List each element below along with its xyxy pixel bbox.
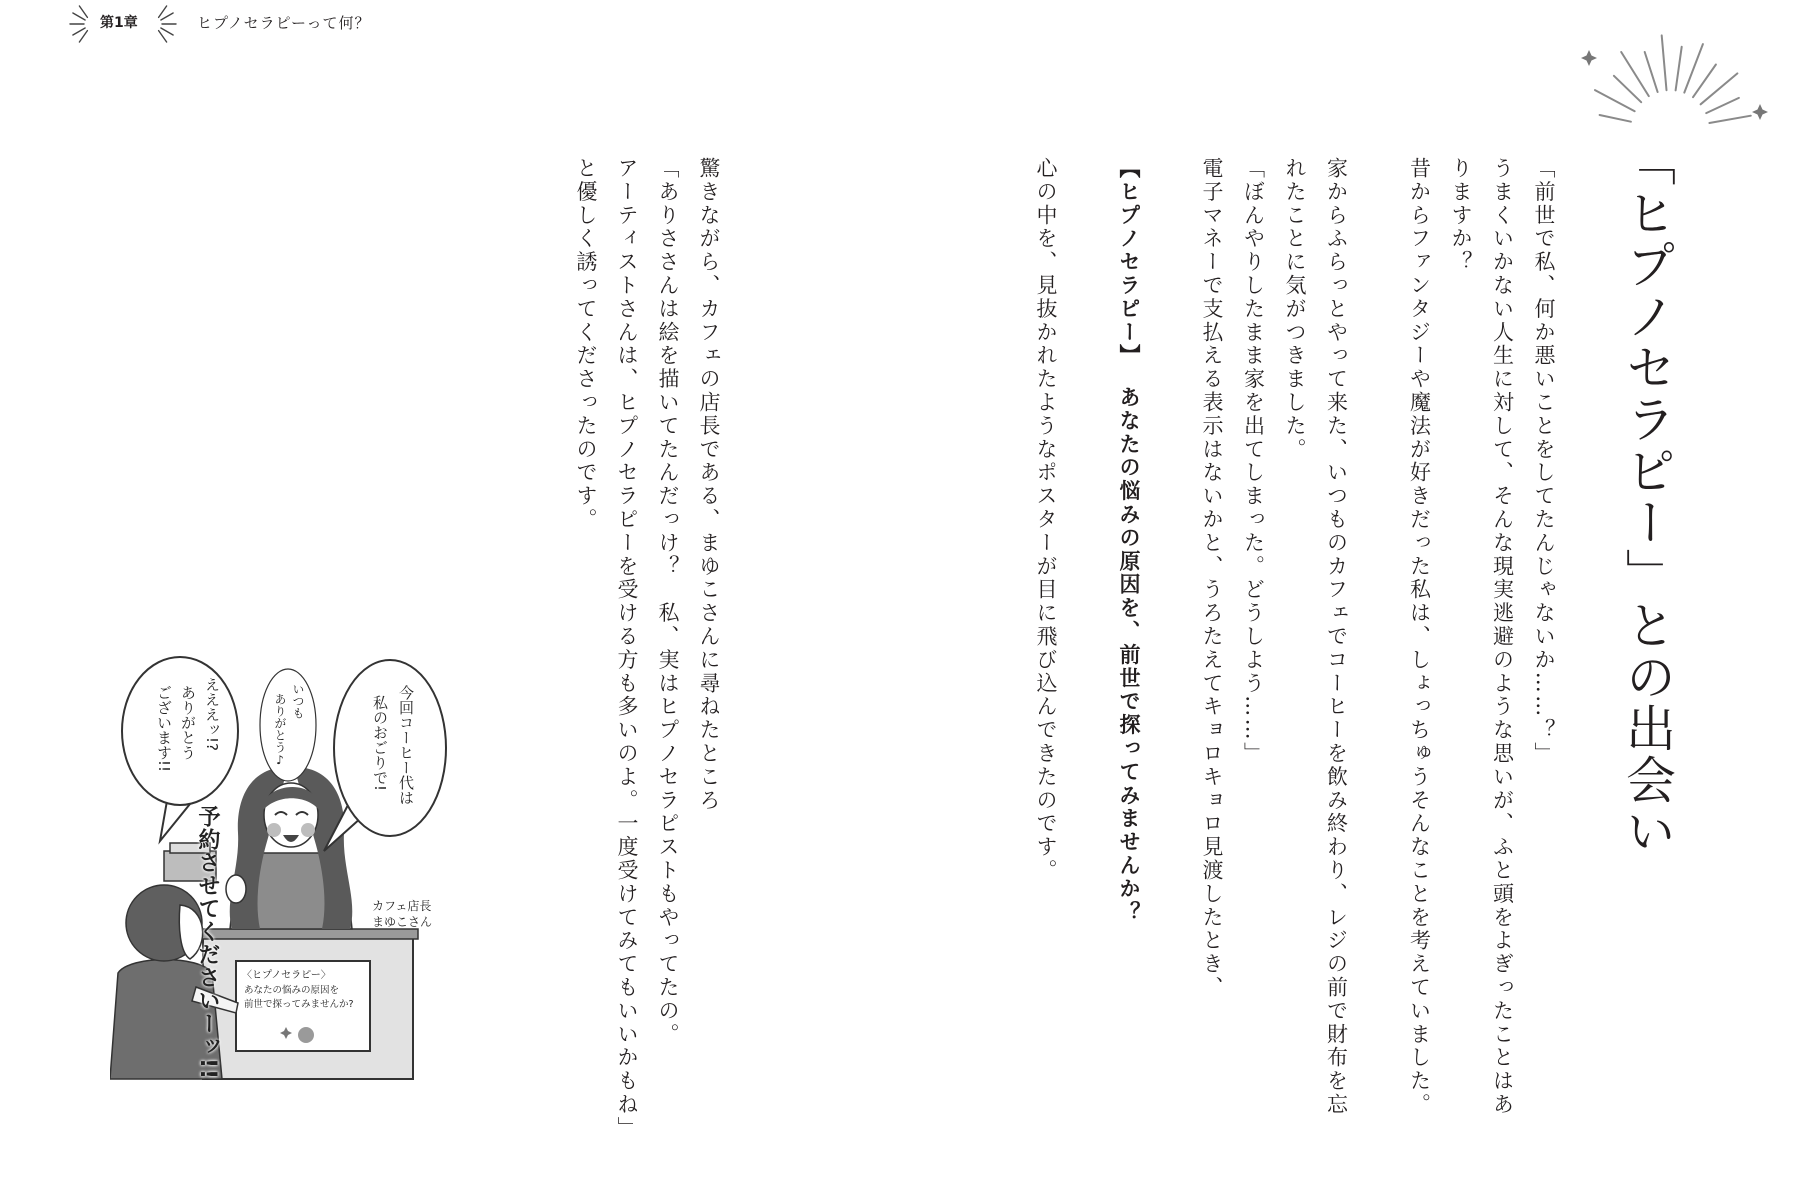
- burst-ray: [161, 13, 173, 20]
- star-icon: [1752, 104, 1768, 120]
- right-page-body: [1025, 157, 1565, 1116]
- body-line: アーティストさんは、ヒプノセラピーを受ける方も多いのよ。一度受けてみてもいいかもね」: [615, 157, 639, 1140]
- star-icon: [1581, 50, 1597, 66]
- chapter-burst-right-icon: [150, 2, 184, 46]
- burst-ray: [79, 31, 87, 42]
- customer-bubble-line: ありがとう: [179, 685, 197, 760]
- body-line: 「前世で私、何か悪いことをしてたんじゃないか……？」: [1532, 157, 1556, 766]
- body-line: 驚きながら、カフェの店長である、まゆこさんに尋ねたところ: [697, 157, 721, 813]
- small-speech-line: ありがとう♪: [273, 693, 287, 767]
- chapter-number: 第1章: [100, 15, 138, 31]
- sparkle-ray: [1621, 52, 1649, 96]
- blank-line: [1066, 157, 1108, 1116]
- manager-bubble: [334, 660, 446, 836]
- burst-ray: [159, 6, 167, 17]
- burst-ray: [161, 28, 173, 35]
- manager-hand: [226, 875, 246, 903]
- customer-shout: 予約させてくださいーッ!!: [195, 805, 220, 1081]
- blank-line: [1149, 157, 1191, 1116]
- manager-bubble-line: 今回コーヒー代は: [397, 685, 415, 805]
- left-page-body: [565, 157, 729, 1140]
- body-line: 昔からファンタジーや魔法が好きだった私は、しょっちゅうそんなことを考えていました。: [1407, 157, 1432, 1117]
- poster-quote-text: あなたの悩みの原因を、前世で探ってみませんか？: [1117, 385, 1141, 924]
- small-speech-line: いつも: [291, 683, 305, 719]
- poster-line: あなたの悩みの原因を: [244, 985, 340, 996]
- body-line: りますか？: [1449, 157, 1473, 274]
- cafe-illustration: [110, 655, 450, 1085]
- body-line: 「ぼんやりしたまま家を出てしまった。どうしよう……」: [1241, 157, 1266, 766]
- sparkle-ray: [1662, 35, 1667, 90]
- burst-ray: [73, 13, 85, 20]
- body-line: うまくいかない人生に対して、そんな現実逃避のような思いが、ふと頭をよぎったことはあ: [1490, 157, 1515, 1117]
- sparkle-ray: [1676, 47, 1682, 91]
- small-speech-bubble: [260, 669, 316, 781]
- sparkle-ray: [1706, 98, 1739, 113]
- sparkle-ray: [1614, 76, 1641, 102]
- burst-ray: [73, 28, 85, 35]
- body-line: 電子マネーで支払える表示はないかと、うろたえてキョロキョロ見渡したとき、: [1200, 157, 1224, 1000]
- sparkle-ray: [1693, 65, 1716, 98]
- sparkle-ray: [1595, 90, 1635, 111]
- running-chapter-title: ヒプノセラピーって何？: [197, 14, 371, 32]
- manager-cheek: [301, 823, 315, 837]
- body-line: 家からふらっとやって来た、いつものカフェでコーヒーを飲み終わり、レジの前で財布を忘: [1324, 157, 1349, 1117]
- manager-caption-line: カフェ店長: [372, 899, 432, 913]
- chapter-burst-left-icon: [62, 2, 96, 46]
- counter-top: [198, 929, 418, 939]
- poster-line: 前世で探ってみませんか?: [244, 999, 354, 1010]
- body-line: れたことに気がつきました。: [1283, 157, 1307, 462]
- body-line: 心の中を、見抜かれたようなポスターが目に飛び込んできたのです。: [1034, 157, 1058, 883]
- sparkle-ray: [1709, 116, 1750, 123]
- manager-cheek: [267, 823, 281, 837]
- poster-quote-label: 【ヒプノセラピー】: [1117, 157, 1141, 368]
- customer-bubble-line: えええッ!?: [203, 677, 221, 751]
- customer-bubble-line: ございます!!: [155, 685, 173, 773]
- poster-heading: 〈ヒプノセラピー〉: [242, 970, 331, 981]
- manager-bubble-line: 私のおごりで!: [371, 695, 389, 792]
- poster-quote-line: [1108, 157, 1150, 1116]
- blank-line: [1357, 157, 1399, 1116]
- manager-caption-line: まゆこさん: [372, 915, 433, 929]
- sparkle-ray: [1600, 115, 1631, 122]
- burst-ray: [159, 31, 167, 42]
- moon-icon: [298, 1027, 314, 1043]
- section-title: 「ヒプノセラピー」との出会い: [1618, 136, 1676, 857]
- body-line: と優しく誘ってくださったのです。: [574, 157, 598, 532]
- body-line: 「ありささんは絵を描いてたんだっけ？ 私、実はヒプノセラピストもやってたの。: [656, 157, 680, 1047]
- sparkle-ray: [1645, 52, 1658, 92]
- burst-ray: [79, 6, 87, 17]
